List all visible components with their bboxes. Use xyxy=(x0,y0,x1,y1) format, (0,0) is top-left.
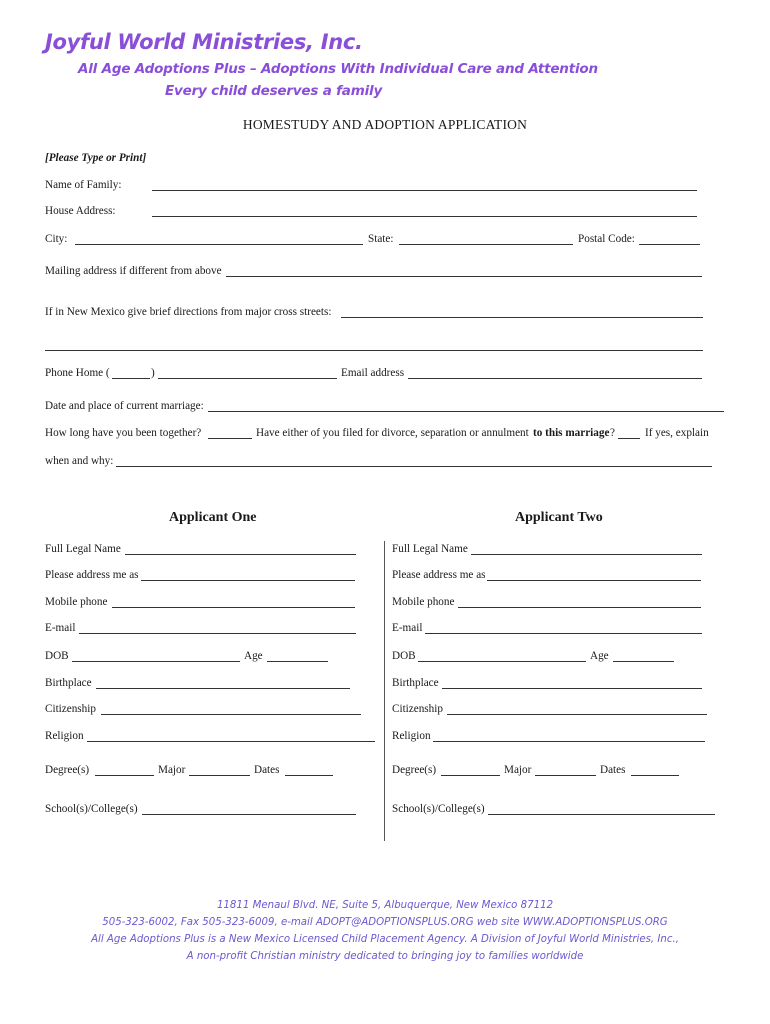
a1-schools-label: School(s)/College(s) xyxy=(45,803,138,815)
together-field[interactable] xyxy=(208,438,252,439)
a1-full-legal-name-field[interactable] xyxy=(125,554,356,555)
a2-dob-field[interactable] xyxy=(418,661,586,662)
divorce-question-mark: ? xyxy=(610,427,615,439)
city-field[interactable] xyxy=(75,244,363,245)
sub-tagline: Every child deserves a family xyxy=(165,83,383,99)
a1-degrees-field[interactable] xyxy=(95,775,154,776)
a1-dates-field[interactable] xyxy=(285,775,333,776)
family-name-field[interactable] xyxy=(152,190,697,191)
divorce-label-emphasis: to this marriage xyxy=(533,427,610,439)
mailing-address-field[interactable] xyxy=(226,276,702,277)
a2-mobile-phone-label: Mobile phone xyxy=(392,596,455,608)
a2-schools-label: School(s)/College(s) xyxy=(392,803,485,815)
together-label: How long have you been together? xyxy=(45,427,202,439)
divorce-label: Have either of you filed for divorce, separation or annulment xyxy=(256,427,529,439)
phone-area-code-field[interactable] xyxy=(112,378,150,379)
a1-major-label: Major xyxy=(158,764,186,776)
a2-major-label: Major xyxy=(504,764,532,776)
form-title: HOMESTUDY AND ADOPTION APPLICATION xyxy=(242,117,528,132)
a2-age-label: Age xyxy=(590,650,609,662)
a1-schools-field[interactable] xyxy=(142,814,356,815)
footer-license: All Age Adoptions Plus is a New Mexico Licensed Child Placement Agency. A Division of Joyful World Ministries, Inc., xyxy=(91,934,679,945)
a1-mobile-phone-label: Mobile phone xyxy=(45,596,108,608)
a1-dob-field[interactable] xyxy=(72,661,240,662)
marriage-field[interactable] xyxy=(208,411,724,412)
a1-religion-field[interactable] xyxy=(87,741,375,742)
a2-mobile-phone-field[interactable] xyxy=(458,607,701,608)
when-why-label: when and why: xyxy=(45,455,114,467)
tagline: All Age Adoptions Plus – Adoptions With Individual Care and Attention xyxy=(78,61,598,77)
a1-email-label: E-mail xyxy=(45,622,76,634)
a2-citizenship-label: Citizenship xyxy=(392,703,443,715)
a1-full-legal-name-label: Full Legal Name xyxy=(45,543,121,555)
footer-mission: A non-profit Christian ministry dedicated to bringing joy to families worldwide xyxy=(186,951,584,962)
applicant-one-heading: Applicant One xyxy=(169,510,257,525)
form-instruction: [Please Type or Print] xyxy=(45,152,147,164)
directions-field-continued[interactable] xyxy=(45,350,703,351)
email-label: Email address xyxy=(341,367,405,379)
a2-age-field[interactable] xyxy=(613,661,674,662)
a2-full-legal-name-field[interactable] xyxy=(471,554,702,555)
house-address-field[interactable] xyxy=(152,216,697,217)
a2-email-field[interactable] xyxy=(425,633,702,634)
a2-address-me-as-field[interactable] xyxy=(487,580,701,581)
state-label: State: xyxy=(368,233,394,245)
email-field[interactable] xyxy=(408,378,702,379)
a2-degrees-label: Degree(s) xyxy=(392,764,437,776)
a1-major-field[interactable] xyxy=(189,775,250,776)
a1-dates-label: Dates xyxy=(254,764,280,776)
a2-address-me-as-label: Please address me as xyxy=(392,569,486,581)
a1-dob-label: DOB xyxy=(45,650,69,662)
directions-field[interactable] xyxy=(341,317,703,318)
a1-mobile-phone-field[interactable] xyxy=(112,607,355,608)
a1-address-me-as-label: Please address me as xyxy=(45,569,139,581)
a1-religion-label: Religion xyxy=(45,730,84,742)
phone-home-field[interactable] xyxy=(158,378,337,379)
a1-email-field[interactable] xyxy=(79,633,356,634)
a2-email-label: E-mail xyxy=(392,622,423,634)
a1-birthplace-label: Birthplace xyxy=(45,677,92,689)
family-name-label: Name of Family: xyxy=(45,179,122,191)
a1-age-field[interactable] xyxy=(267,661,328,662)
a2-religion-field[interactable] xyxy=(433,741,705,742)
a1-age-label: Age xyxy=(244,650,263,662)
if-yes-label: If yes, explain xyxy=(645,427,709,439)
a1-birthplace-field[interactable] xyxy=(96,688,350,689)
a2-citizenship-field[interactable] xyxy=(447,714,707,715)
a2-schools-field[interactable] xyxy=(488,814,715,815)
a2-dates-field[interactable] xyxy=(631,775,679,776)
footer-contact: 505-323-6002, Fax 505-323-6009, e-mail ADOPT@ADOPTIONSPLUS.ORG web site WWW.ADOPTIONSPLUS.ORG xyxy=(102,917,668,928)
a2-birthplace-label: Birthplace xyxy=(392,677,439,689)
footer-address: 11811 Menaul Blvd. NE, Suite 5, Albuquerque, New Mexico 87112 xyxy=(216,900,554,911)
a1-citizenship-label: Citizenship xyxy=(45,703,96,715)
a2-birthplace-field[interactable] xyxy=(442,688,702,689)
when-why-field[interactable] xyxy=(116,466,712,467)
a2-degrees-field[interactable] xyxy=(441,775,500,776)
divorce-answer-field[interactable] xyxy=(618,438,640,439)
a1-degrees-label: Degree(s) xyxy=(45,764,90,776)
a1-citizenship-field[interactable] xyxy=(101,714,361,715)
phone-home-close: ) xyxy=(151,367,155,379)
postal-code-label: Postal Code: xyxy=(578,233,635,245)
state-field[interactable] xyxy=(399,244,573,245)
directions-label: If in New Mexico give brief directions from major cross streets: xyxy=(45,306,332,318)
organization-name: Joyful World Ministries, Inc. xyxy=(45,30,363,54)
a2-dates-label: Dates xyxy=(600,764,626,776)
column-divider xyxy=(384,541,385,841)
mailing-address-label: Mailing address if different from above xyxy=(45,265,222,277)
house-address-label: House Address: xyxy=(45,205,116,217)
applicant-two-heading: Applicant Two xyxy=(515,510,603,525)
phone-home-label: Phone Home ( xyxy=(45,367,110,379)
a1-address-me-as-field[interactable] xyxy=(141,580,355,581)
postal-code-field[interactable] xyxy=(639,244,700,245)
marriage-label: Date and place of current marriage: xyxy=(45,400,204,412)
a2-major-field[interactable] xyxy=(535,775,596,776)
a2-dob-label: DOB xyxy=(392,650,416,662)
a2-full-legal-name-label: Full Legal Name xyxy=(392,543,468,555)
city-label: City: xyxy=(45,233,68,245)
a2-religion-label: Religion xyxy=(392,730,431,742)
